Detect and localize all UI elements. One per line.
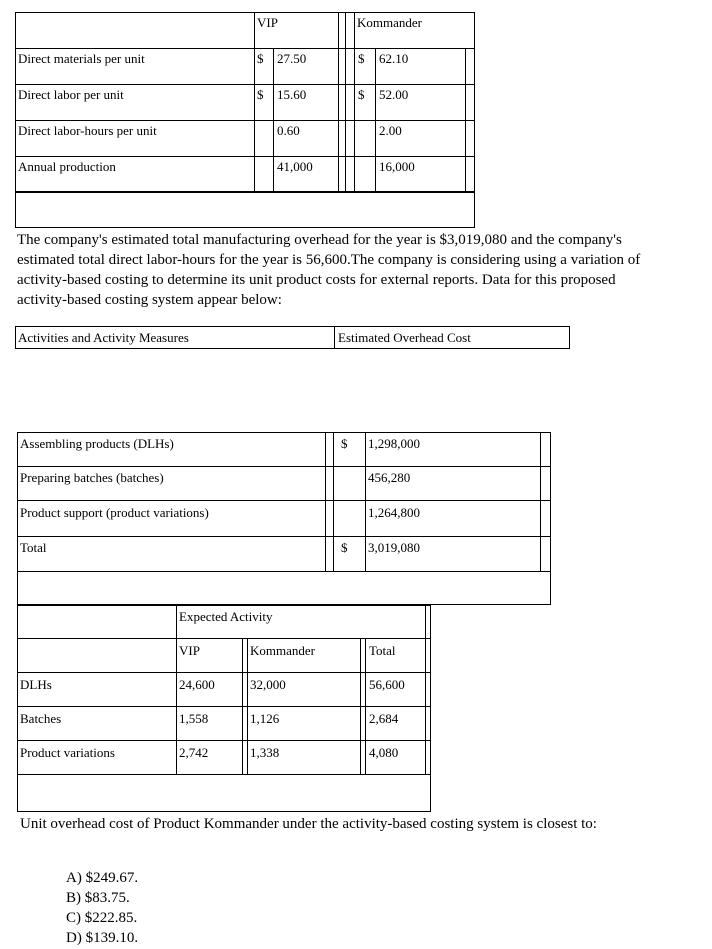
cell-value: 41,000 <box>277 159 313 174</box>
cell-value: 62.10 <box>379 51 409 66</box>
column-header-total: Total <box>369 643 396 658</box>
answer-option-b[interactable]: B) $83.75. <box>66 890 130 906</box>
expected-activity-header: Expected Activity <box>179 609 273 624</box>
empty-row <box>15 192 475 228</box>
column-header-kommander: Kommander <box>250 643 315 658</box>
column-header-vip: VIP <box>179 643 200 658</box>
cell-value: 52.00 <box>379 87 409 102</box>
row-label-total: Total <box>20 540 47 555</box>
answer-option-c[interactable]: C) $222.85. <box>66 910 138 926</box>
cell-value: 15.60 <box>277 87 307 102</box>
cell-value: 1,338 <box>250 745 280 760</box>
column-header-vip: VIP <box>257 15 278 30</box>
row-label: Product variations <box>20 745 115 760</box>
cell-value: 456,280 <box>368 470 411 485</box>
currency-symbol: $ <box>341 540 348 555</box>
cell-value: 0.60 <box>277 123 300 138</box>
cell-value: 2,684 <box>369 711 399 726</box>
row-label: Preparing batches (batches) <box>20 470 164 485</box>
cell-value: 4,080 <box>369 745 399 760</box>
cell-value: 32,000 <box>250 677 286 692</box>
cell-value: 2,742 <box>179 745 209 760</box>
cell-value: 1,298,000 <box>368 436 420 451</box>
cell-value: 56,600 <box>369 677 405 692</box>
row-label: Direct labor per unit <box>18 87 124 102</box>
cell-value: 27.50 <box>277 51 307 66</box>
currency-symbol: $ <box>358 51 365 66</box>
currency-symbol: $ <box>358 87 365 102</box>
row-label: DLHs <box>20 677 52 692</box>
column-header-kommander: Kommander <box>357 15 422 30</box>
answer-option-d[interactable]: D) $139.10. <box>66 930 139 946</box>
cell-value: 2.00 <box>379 123 402 138</box>
cell-value: 24,600 <box>179 677 215 692</box>
currency-symbol: $ <box>257 87 264 102</box>
row-label: Product support (product variations) <box>20 505 209 520</box>
cell-value: 1,126 <box>250 711 280 726</box>
row-label: Assembling products (DLHs) <box>20 436 174 451</box>
cell-value-total: 3,019,080 <box>368 540 420 555</box>
cell-value: 1,264,800 <box>368 505 420 520</box>
row-label: Direct materials per unit <box>18 51 145 66</box>
row-label: Annual production <box>18 159 116 174</box>
column-header-activities: Activities and Activity Measures <box>18 330 189 345</box>
currency-symbol: $ <box>257 51 264 66</box>
row-label: Batches <box>20 711 62 726</box>
column-header-overhead-cost: Estimated Overhead Cost <box>338 330 471 345</box>
cell-value: 1,558 <box>179 711 209 726</box>
empty-row <box>17 571 551 605</box>
question-text: Unit overhead cost of Product Kommander under the activity-based costing system is closest to: <box>20 816 597 832</box>
row-label: Direct labor-hours per unit <box>18 123 157 138</box>
problem-description: The company's estimated total manufacturing overhead for the year is $3,019,080 and the company's estimated total direct labor-hours for the year is 56,600.The company is considering using a variation of activity-based costing to determine its unit product costs for external reports. Data for this proposed activity-based costing system appear below: <box>17 232 641 308</box>
cell-value: 16,000 <box>379 159 415 174</box>
answer-option-a[interactable]: A) $249.67. <box>66 870 139 886</box>
currency-symbol: $ <box>341 436 348 451</box>
